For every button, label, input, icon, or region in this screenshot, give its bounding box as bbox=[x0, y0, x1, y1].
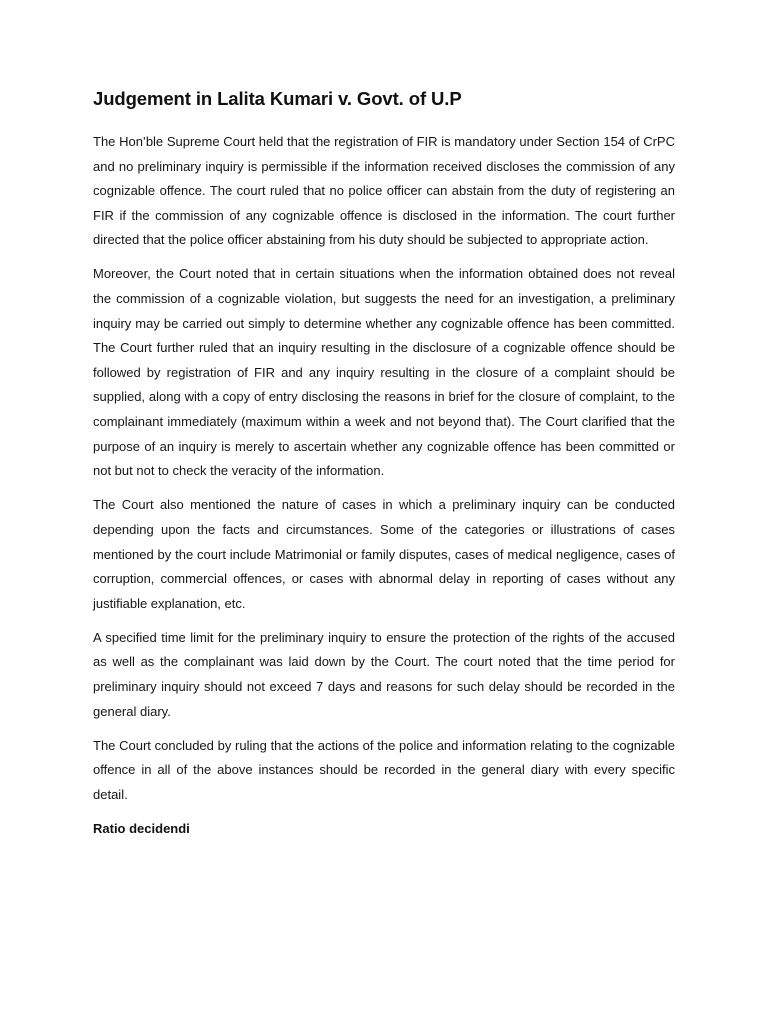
subheading-ratio-decidendi: Ratio decidendi bbox=[93, 820, 190, 836]
paragraph-conclusion: The Court concluded by ruling that the actions of the police and information relating to the cognizable offence in all of the above instances should be recorded in the general diary with every specific detail. bbox=[93, 737, 675, 802]
paragraph-time-limit: A specified time limit for the preliminary inquiry to ensure the protection of the rights of the accused as well as the complainant was laid down by the Court. The court noted that the time period for preliminary inquiry should not exceed 7 days and reasons for such delay should be recorded in the general diary. bbox=[93, 629, 675, 719]
paragraph-preliminary-inquiry: Moreover, the Court noted that in certain situations when the information obtained does not reveal the commission of a cognizable violation, but suggests the need for an investigation, a preliminary inquiry may be carried out simply to determine whether any cognizable offence has been committed. The Court further ruled that an inquiry resulting in the disclosure of a cognizable offence should be followed by registration of FIR and any inquiry resulting in the closure of a complaint should be supplied, along with a copy of entry disclosing the reasons in brief for the closure of complaint, to the complainant immediately (maximum within a week and not beyond that). The Court clarified that the purpose of an inquiry is merely to ascertain whether any cognizable offence has been committed or not but not to check the veracity of the information. bbox=[93, 266, 675, 479]
document-title: Judgement in Lalita Kumari v. Govt. of U.P bbox=[93, 88, 462, 109]
document-page bbox=[93, 86, 675, 841]
paragraph-holding: The Hon’ble Supreme Court held that the registration of FIR is mandatory under Section 154 of CrPC and no preliminary inquiry is permissible if the information received discloses the commission of any cognizable offence. The court ruled that no police officer can abstain from the duty of registering an FIR if the commission of any cognizable offence is disclosed in the information. The court further directed that the police officer abstaining from his duty should be subjected to appropriate action. bbox=[93, 134, 675, 248]
paragraph-categories-of-cases: The Court also mentioned the nature of cases in which a preliminary inquiry can be conducted depending upon the facts and circumstances. Some of the categories or illustrations of cases mentioned by the court include Matrimonial or family disputes, cases of medical negligence, cases of corruption, commercial offences, or cases with abnormal delay in reporting of cases without any justifiable explanation, etc. bbox=[93, 497, 675, 611]
